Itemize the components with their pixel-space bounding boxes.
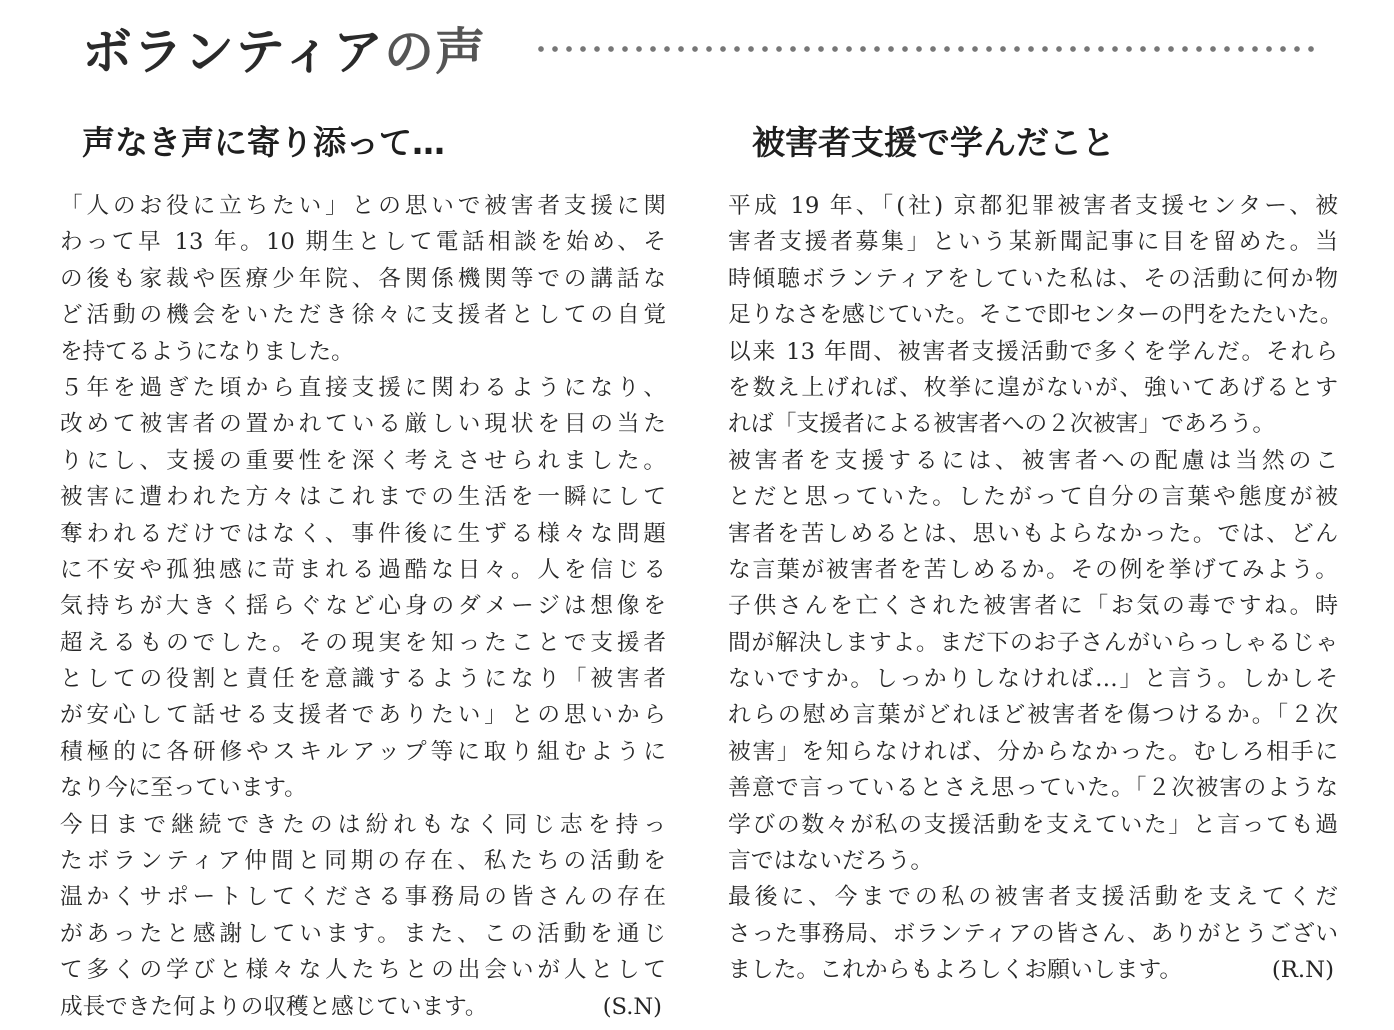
page-header <box>82 16 1322 84</box>
text-line: を数え上げれば、枚挙に遑がないが、強いてあげるとす <box>728 374 1338 401</box>
text-line: て多くの学びと様々な人たちとの出会いが人として <box>60 957 666 984</box>
page-title-part-b: の声 <box>384 23 486 81</box>
text-line: 温かくサポートしてくださる事務局の皆さんの存在 <box>60 884 666 911</box>
page-title <box>82 22 486 82</box>
article-left <box>60 110 666 1025</box>
text-line: たボランティア仲間と同期の存在、私たちの活動を <box>60 848 666 875</box>
text-line: 言ではないだろう。 <box>728 848 934 875</box>
text-line: りにし、支援の重要性を深く考えさせられました。 <box>60 447 666 474</box>
text-line: 気持ちが大きく揺らぐなど心身のダメージは想像を <box>60 593 666 620</box>
text-line: 害者支援者募集」という某新聞記事に目を留めた。当 <box>728 229 1339 256</box>
text-line: とだと思っていた。したがって自分の言葉や態度が被 <box>728 484 1338 511</box>
text-line: 最後に、今までの私の被害者支援活動を支えてくだ <box>728 884 1338 911</box>
page-title-part-a: ボランティア <box>82 23 384 81</box>
text-line: があったと感謝しています。また、この活動を通じ <box>60 920 666 947</box>
text-line: 被害者を支援するには、被害者への配慮は当然のこ <box>728 447 1338 474</box>
text-line: 超えるものでした。その現実を知ったことで支援者 <box>60 629 666 656</box>
text-line: 間が解決しますよ。まだ下のお子さんがいらっしゃるじゃ <box>728 629 1338 656</box>
text-line: が安心して話せる支援者でありたい」との思いから <box>60 702 666 729</box>
text-line: な言葉が被害者を苦しめるか。その例を挙げてみよう。 <box>728 556 1338 583</box>
text-line: 成長できた何よりの収穫と感じています。 <box>60 993 488 1020</box>
text-line: なり今に至っています。 <box>60 775 307 802</box>
text-line: れば「支援者による被害者への２次被害」であろう。 <box>728 411 1276 438</box>
closing-line <box>60 989 666 1025</box>
text-line: 被害に遭われた方々はこれまでの生活を一瞬にして <box>60 484 666 511</box>
text-line: さった事務局、ボランティアの皆さん、ありがとうござい <box>728 920 1338 947</box>
text-line: ました。これからもよろしくお願いします。 <box>728 957 1183 984</box>
author-signature: (R.N) <box>1271 957 1334 984</box>
article-right-body <box>728 188 1343 989</box>
text-line: ないですか。しっかりしなければ…」と言う。しかしそ <box>728 666 1338 693</box>
text-line: 奪われるだけではなく、事件後に生ずる様々な問題 <box>60 520 666 547</box>
article-left-body <box>60 188 666 1025</box>
text-line: ５年を過ぎた頃から直接支援に関わるようになり、 <box>60 374 666 401</box>
article-right-title: 被害者支援で学んだこと <box>752 123 1115 162</box>
text-line: 「人のお役に立ちたい」との思いで被害者支援に関 <box>60 193 666 219</box>
text-line: れらの慰め言葉がどれほど被害者を傷つけるか。「２次 <box>728 702 1338 729</box>
dotted-rule <box>534 45 1318 53</box>
article-right <box>728 110 1343 989</box>
text-line: 積極的に各研修やスキルアップ等に取り組むように <box>60 738 666 765</box>
text-line: としての役割と責任を意識するようになり「被害者 <box>60 666 666 693</box>
text-line: に不安や孤独感に苛まれる過酷な日々。人を信じる <box>60 556 666 583</box>
text-line: を持てるようになりました。 <box>60 338 354 365</box>
text-line: 改めて被害者の置かれている厳しい現状を目の当た <box>60 411 666 438</box>
text-line: 害者を苦しめるとは、思いもよらなかった。では、どん <box>728 520 1338 547</box>
article-left-title: 声なき声に寄り添って… <box>82 123 445 162</box>
text-line: の後も家裁や医療少年院、各関係機関等での講話な <box>60 265 666 292</box>
text-line: 学びの数々が私の支援活動を支えていた」と言っても過 <box>728 811 1338 838</box>
closing-line <box>728 952 1338 988</box>
text-line: ど活動の機会をいただき徐々に支援者としての自覚 <box>60 302 666 329</box>
text-line: 足りなさを感じていた。そこで即センターの門をたたいた。 <box>728 302 1343 329</box>
text-line: 時傾聴ボランティアをしていた私は、その活動に何か物 <box>728 265 1338 292</box>
author-signature: (S.N) <box>602 993 662 1020</box>
text-line: 子供さんを亡くされた被害者に「お気の毒ですね。時 <box>728 593 1339 620</box>
text-line: わって早 13 年。10 期生として電話相談を始め、そ <box>60 229 666 256</box>
text-line: 被害」を知らなければ、分からなかった。むしろ相手に <box>728 738 1338 765</box>
text-line: 以来 13 年間、被害者支援活動で多くを学んだ。それら <box>728 338 1338 365</box>
text-line: 今日まで継続できたのは紛れもなく同じ志を持っ <box>60 811 666 838</box>
text-line: 善意で言っているとさえ思っていた。「２次被害のような <box>728 775 1338 802</box>
text-line: 平成 19 年、「(社) 京都犯罪被害者支援センター、被 <box>728 193 1338 219</box>
